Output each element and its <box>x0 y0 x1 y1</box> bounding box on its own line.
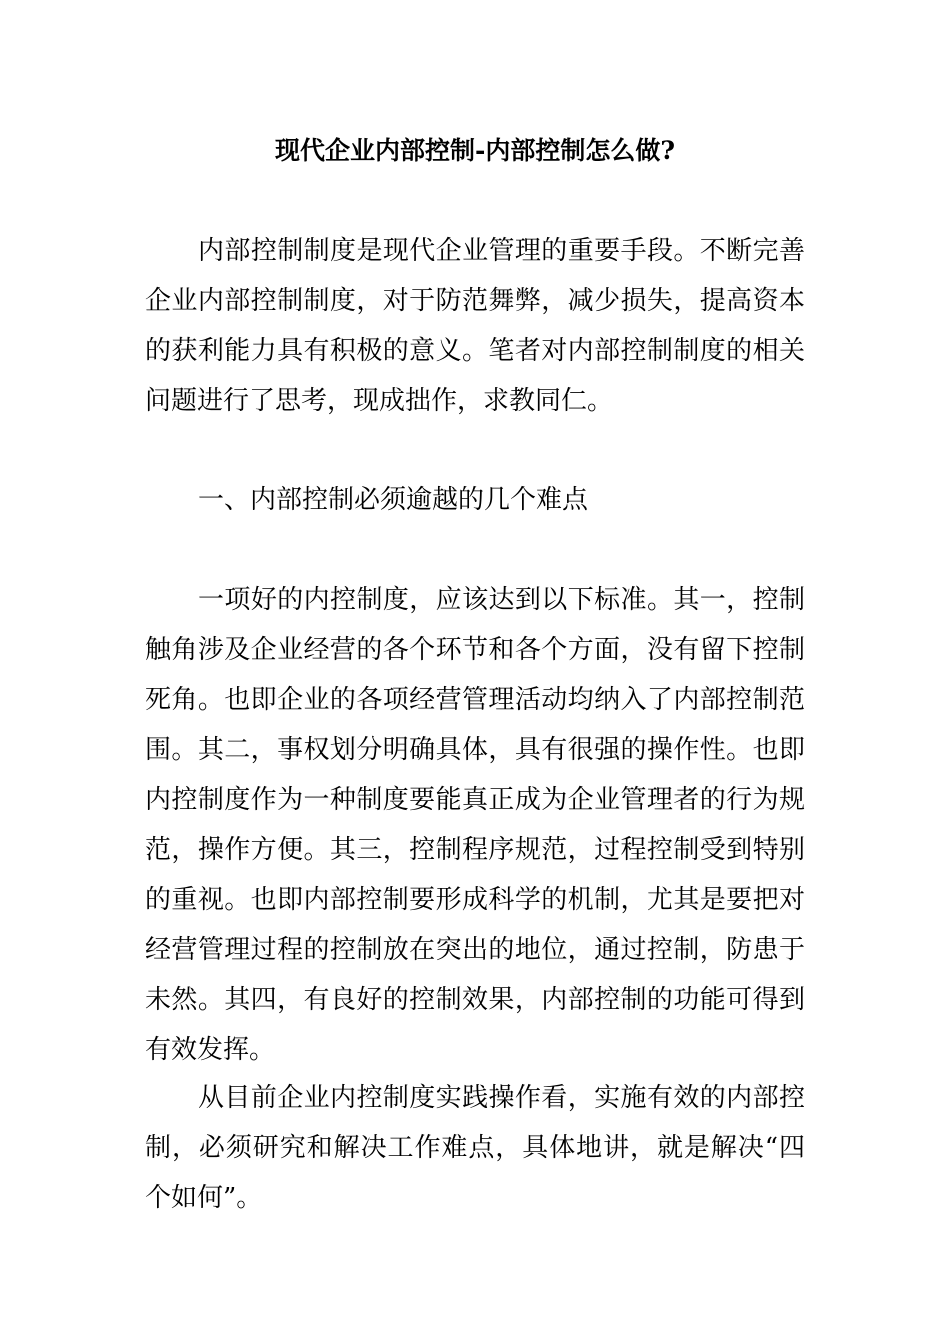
text-line: 死角。也即企业的各项经营管理活动均纳入了内部控制范 <box>145 685 805 715</box>
intro-paragraph <box>145 226 805 426</box>
text-line: 触角涉及企业经营的各个环节和各个方面，没有留下控制 <box>145 635 805 665</box>
text-line: 未然。其四，有良好的控制效果，内部控制的功能可得到 <box>145 985 805 1015</box>
text-line: 企业内部控制制度，对于防范舞弊，减少损失，提高资本 <box>145 286 805 316</box>
text-line: 制，必须研究和解决工作难点，具体地讲，就是解决“四 <box>145 1133 805 1163</box>
text-line: 围。其二，事权划分明确具体，具有很强的操作性。也即 <box>145 735 805 765</box>
body-paragraph-2 <box>145 1073 805 1223</box>
section-heading-text: 一、内部控制必须逾越的几个难点 <box>198 485 589 515</box>
text-line: 的重视。也即内部控制要形成科学的机制，尤其是要把对 <box>145 885 805 915</box>
text-line: 问题进行了思考，现成拙作，求教同仁。 <box>145 386 614 416</box>
text-line: 内部控制制度是现代企业管理的重要手段。不断完善 <box>198 236 805 266</box>
text-line: 从目前企业内控制度实践操作看，实施有效的内部控 <box>198 1083 805 1113</box>
text-line: 的获利能力具有积极的意义。笔者对内部控制制度的相关 <box>145 336 805 366</box>
text-line: 一项好的内控制度，应该达到以下标准。其一，控制 <box>198 585 805 615</box>
text-line: 内控制度作为一种制度要能真正成为企业管理者的行为规 <box>145 785 805 815</box>
text-line: 个如何”。 <box>145 1183 263 1213</box>
section-heading <box>145 475 805 525</box>
text-line: 经营管理过程的控制放在突出的地位，通过控制，防患于 <box>145 935 805 965</box>
text-line: 有效发挥。 <box>145 1035 276 1065</box>
document-title: 现代企业内部控制-内部控制怎么做? <box>274 136 676 165</box>
body-paragraph-1 <box>145 575 805 1075</box>
text-line: 范，操作方便。其三，控制程序规范，过程控制受到特别 <box>145 835 805 865</box>
